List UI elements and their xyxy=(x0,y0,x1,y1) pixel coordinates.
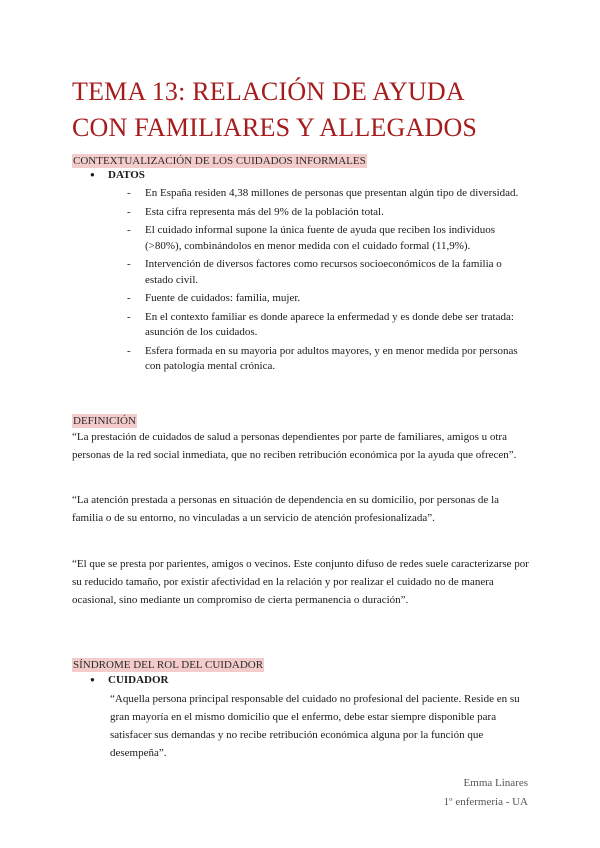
list-item: - Esta cifra representa más del 9% de la población total. xyxy=(127,205,527,221)
dash-marker: - xyxy=(127,224,131,236)
footer-author: Emma Linares xyxy=(463,777,528,789)
bullet-dot: ● xyxy=(90,170,95,179)
title-line-1: TEMA 13: RELACIÓN DE AYUDA xyxy=(72,77,465,106)
list-item: - En el contexto familiar es donde aparece la enfermedad y es donde debe ser tratada: asunción de los cuidados. xyxy=(127,310,514,338)
list-item: - Esfera formada en su mayoria por adultos mayores, y en menor medida por personas con patología mental crónica. xyxy=(127,344,518,372)
section-heading-sindrome: SÍNDROME DEL ROL DEL CUIDADOR xyxy=(73,659,264,671)
bullet-label-datos: DATOS xyxy=(108,169,145,181)
dash-marker: - xyxy=(127,292,131,304)
bullet-label-cuidador: CUIDADOR xyxy=(108,674,169,686)
bullet-cuidador xyxy=(90,673,169,687)
title-line-2: CON FAMILIARES Y ALLEGADOS xyxy=(72,113,478,142)
datos-list xyxy=(127,186,527,378)
list-item: - El cuidado informal supone la única fuente de ayuda que reciben los individuos (>80%), combinándolos en menor medida con el cuidado formal (11,9%). xyxy=(127,224,496,252)
list-item: - Intervención de diversos factores como recursos socioeconómicos de la familia o estado civil. xyxy=(127,258,502,286)
definition-paragraph-1: “La prestación de cuidados de salud a personas dependientes por parte de familiares, amigos u otra personas de la red social inmediata, que no reciben retribución económica por la ayuda que ofrecen”. xyxy=(72,431,517,461)
dash-marker: - xyxy=(127,258,131,270)
dash-marker: - xyxy=(127,344,131,357)
footer-course: 1º enfermeria - UA xyxy=(443,796,528,808)
dash-marker: - xyxy=(127,187,131,199)
page-title xyxy=(72,74,552,146)
section-heading-contextualizacion: CONTEXTUALIZACIÓN DE LOS CUIDADOS INFORMALES xyxy=(73,155,366,167)
list-item: - Fuente de cuidados: familia, mujer. xyxy=(127,291,527,307)
list-item: - En España residen 4,38 millones de personas que presentan algún tipo de diversidad. xyxy=(127,186,527,202)
definition-paragraph-3: “El que se presta por parientes, amigos o vecinos. Este conjunto difuso de redes suele caracterizarse por su reducido tamaño, por existir afectividad en la relación y por realizar el cuidado no de manera ocasional, sino mediante un compromiso de cierta permanencia o duración”. xyxy=(72,558,529,606)
cuidador-definition: “Aquella persona principal responsable del cuidado no profesional del paciente. Reside en su gran mayoría en el mismo domicilio que el enfermo, debe estar siempre disponible para satisfacer sus demandas y no recibe retribución económica alguna por la función que desempeña”. xyxy=(110,693,520,759)
definition-paragraph-2: “La atención prestada a personas en situación de dependencia en su domicilio, por personas de la familia o de su entorno, no vinculadas a un servicio de atención profesionalizada”. xyxy=(72,494,500,524)
dash-marker: - xyxy=(127,205,131,218)
bullet-dot: ● xyxy=(90,675,95,684)
dash-marker: - xyxy=(127,310,131,323)
section-heading-definicion: DEFINICIÓN xyxy=(73,415,136,427)
bullet-datos xyxy=(90,168,145,182)
